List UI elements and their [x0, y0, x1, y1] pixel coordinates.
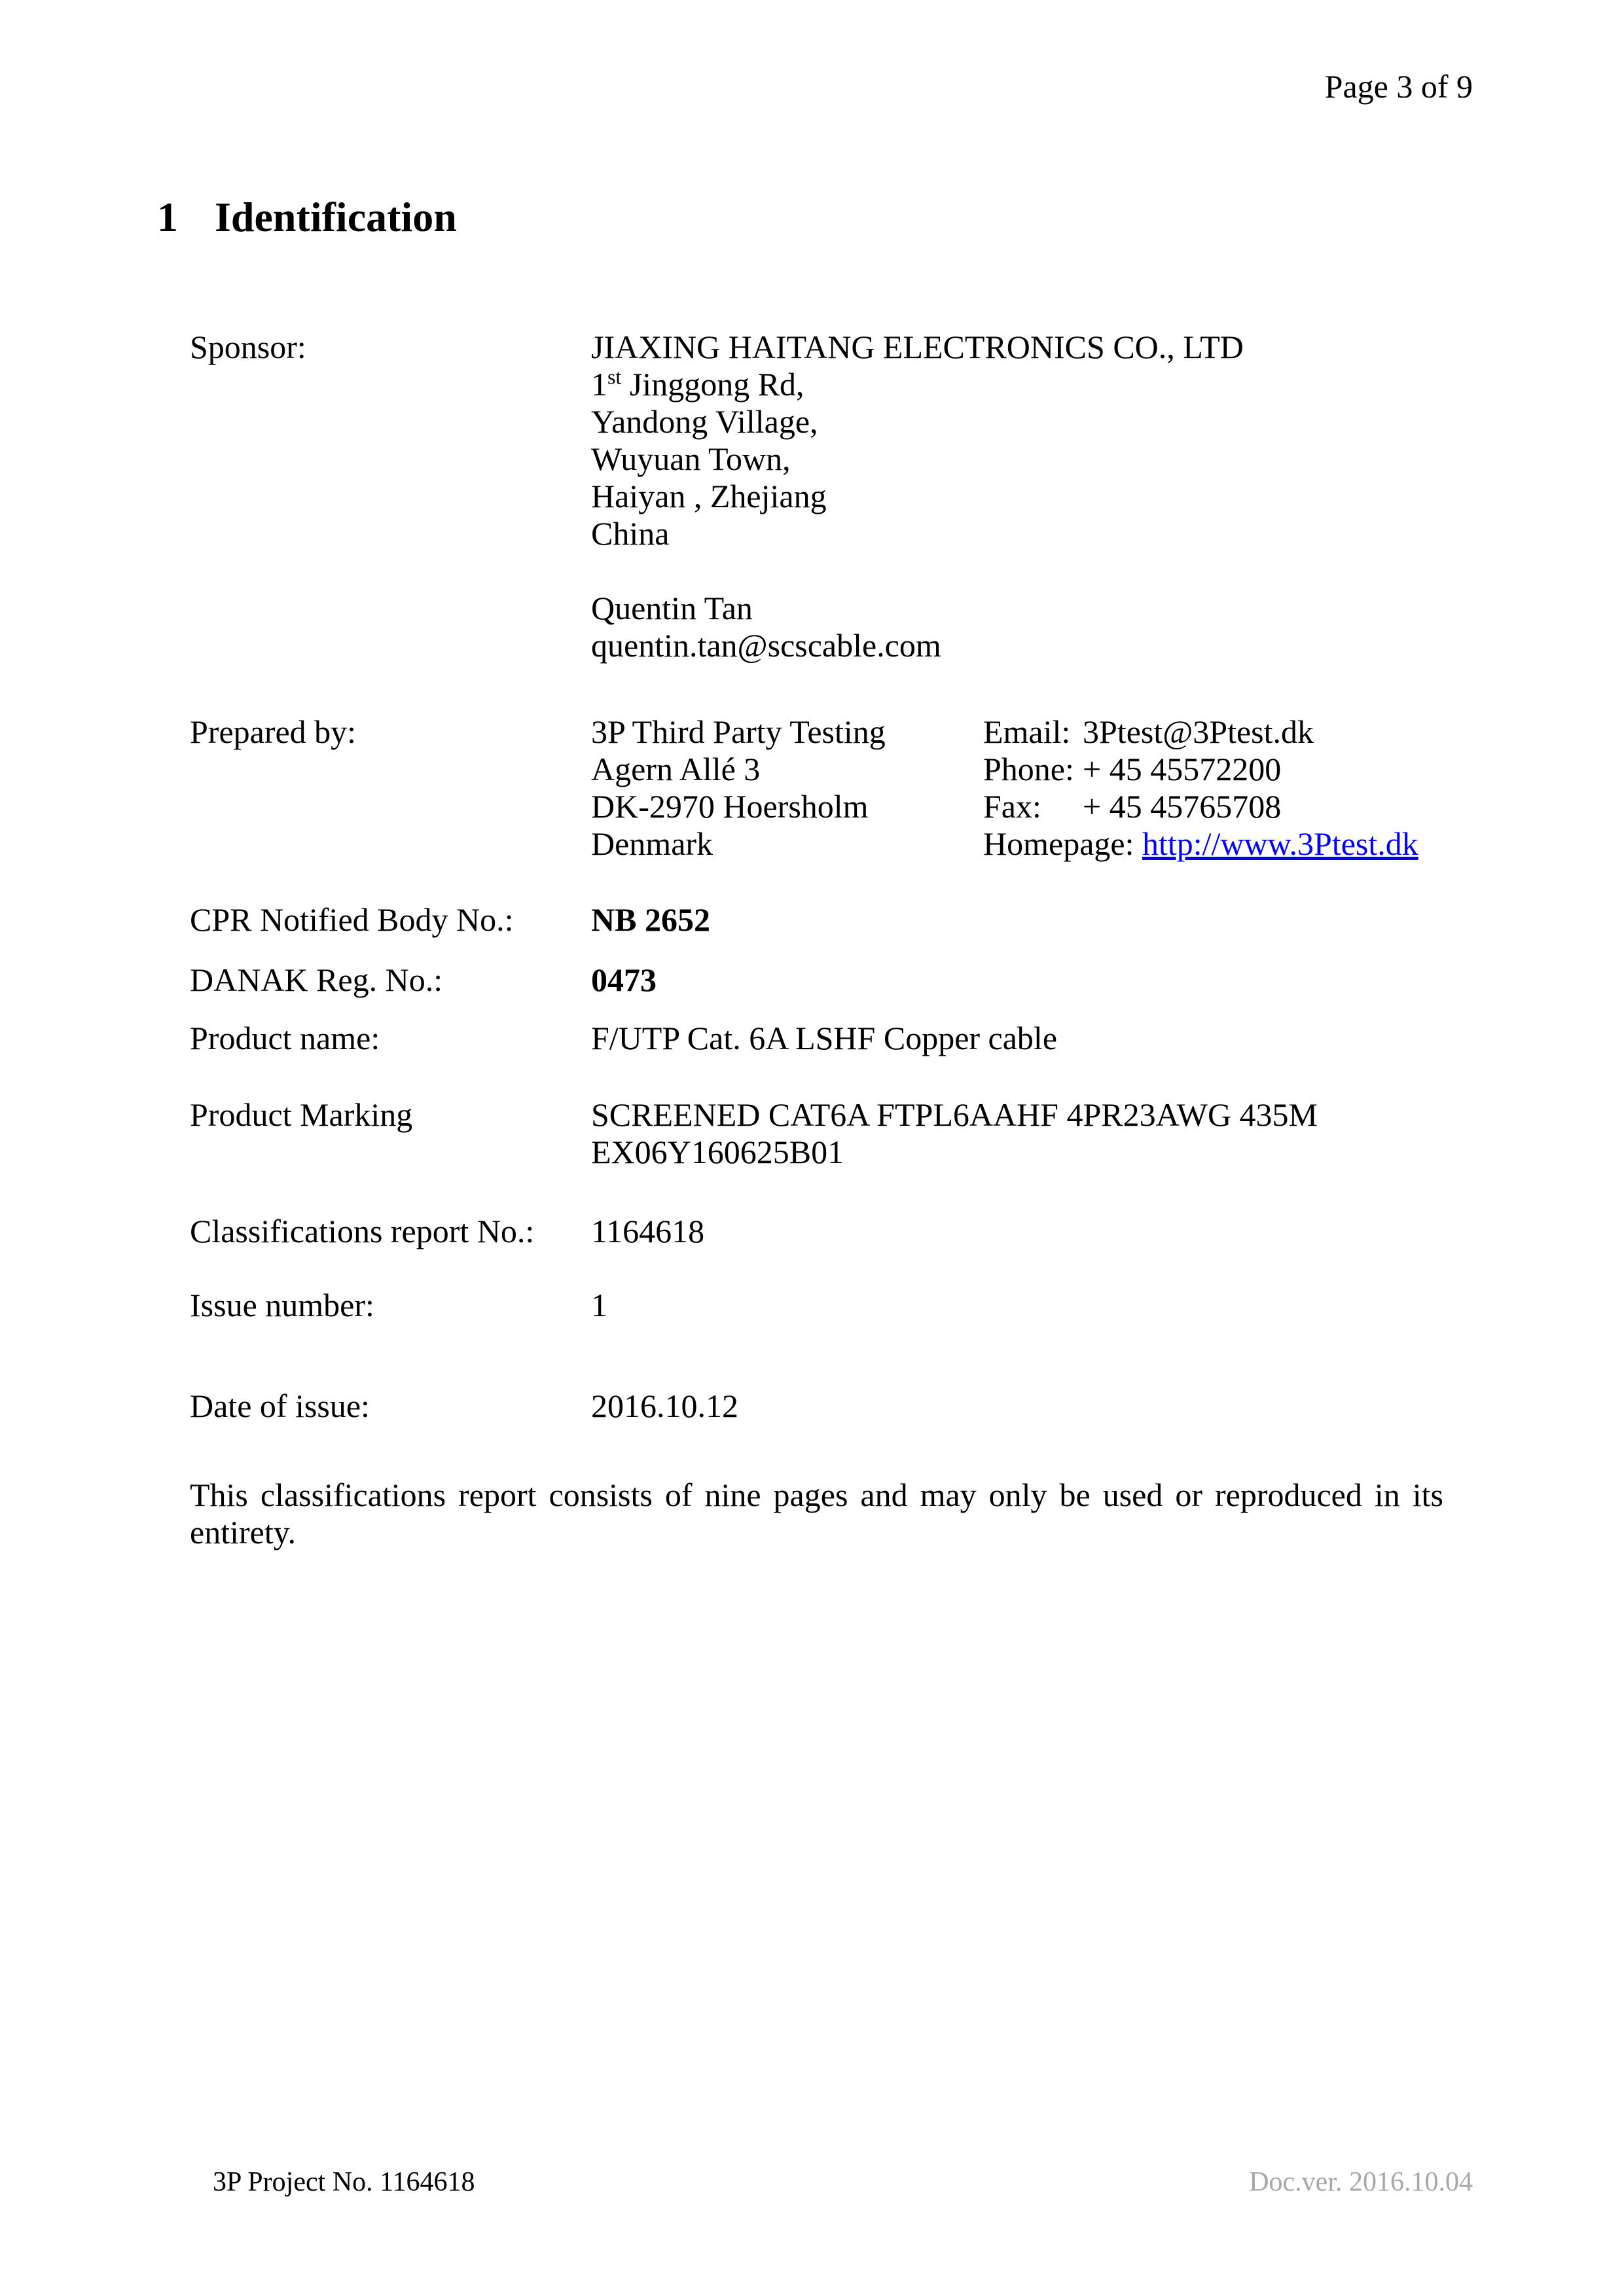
date-of-issue-label: Date of issue:: [190, 1388, 370, 1424]
page-number: Page 3 of 9: [1324, 68, 1473, 105]
phone-value: + 45 45572200: [1083, 751, 1282, 787]
prepared-by-org-line-1: 3P Third Party Testing: [591, 713, 886, 750]
email-label: Email:: [983, 713, 1071, 750]
danak-value: 0473: [591, 961, 657, 998]
closing-note: [190, 1477, 1443, 1551]
street-ordinal: st: [607, 365, 622, 389]
section-number: 1: [157, 194, 178, 240]
sponsor-contact-email: quentin.tan@scscable.com: [591, 627, 941, 664]
sponsor-address-line-5: China: [591, 515, 670, 552]
prepared-by-contact: [983, 713, 1418, 863]
prepared-by-org-line-2: Agern Allé 3: [591, 751, 761, 787]
page-footer: [213, 2166, 1473, 2198]
issue-number-value: 1: [591, 1287, 607, 1323]
product-marking-label: Product Marking: [190, 1096, 413, 1133]
section-heading: [157, 194, 457, 241]
product-marking-line-1: SCREENED CAT6A FTPL6AAHF 4PR23AWG 435M: [591, 1096, 1318, 1133]
product-name-value: F/UTP Cat. 6A LSHF Copper cable: [591, 1020, 1058, 1056]
street-number: 1: [591, 366, 607, 403]
section-title: Identification: [215, 194, 457, 240]
homepage-link[interactable]: http://www.3Ptest.dk: [1142, 825, 1418, 862]
phone-label: Phone:: [983, 751, 1074, 787]
date-of-issue-value: 2016.10.12: [591, 1388, 738, 1424]
prepared-by-org: [591, 713, 886, 863]
spacer: [591, 552, 1244, 590]
prepared-by-label: Prepared by:: [190, 713, 357, 750]
contact-fax-row: [983, 788, 1418, 825]
fax-label: Fax:: [983, 788, 1041, 825]
product-marking-line-2: EX06Y160625B01: [591, 1134, 844, 1170]
sponsor-address-line-3: Wuyuan Town,: [591, 440, 791, 477]
product-name-label: Product name:: [190, 1020, 380, 1056]
closing-note-line-2: entirety.: [190, 1514, 296, 1551]
footer-doc-version: Doc.ver. 2016.10.04: [1249, 2167, 1473, 2197]
danak-label: DANAK Reg. No.:: [190, 961, 443, 998]
fax-value: + 45 45765708: [1083, 788, 1282, 825]
sponsor-label: Sponsor:: [190, 329, 306, 365]
closing-note-line-1: This classifications report consists of nine pages and may only be used or reproduced in its: [190, 1477, 1443, 1513]
report-no-label: Classifications report No.:: [190, 1213, 535, 1249]
sponsor-value: [591, 329, 1244, 664]
cpr-label: CPR Notified Body No.:: [190, 901, 514, 938]
sponsor-address-line-1: [591, 366, 1244, 403]
prepared-by-org-line-3: DK-2970 Hoersholm: [591, 788, 869, 825]
issue-number-label: Issue number:: [190, 1287, 374, 1323]
contact-phone-row: [983, 751, 1418, 788]
report-no-value: 1164618: [591, 1213, 705, 1249]
contact-homepage-row: [983, 825, 1418, 863]
prepared-by-org-line-4: Denmark: [591, 825, 713, 862]
sponsor-company: JIAXING HAITANG ELECTRONICS CO., LTD: [591, 329, 1244, 365]
sponsor-contact-name: Quentin Tan: [591, 590, 753, 626]
sponsor-address-line-2: Yandong Village,: [591, 403, 818, 440]
cpr-value: NB 2652: [591, 901, 710, 938]
homepage-label: Homepage:: [983, 825, 1134, 862]
sponsor-address-line-4: Haiyan , Zhejiang: [591, 478, 827, 514]
footer-project-number: 3P Project No. 1164618: [213, 2167, 475, 2197]
street-rest: Jinggong Rd,: [621, 366, 804, 403]
email-value: 3Ptest@3Ptest.dk: [1083, 713, 1314, 750]
product-marking-value: [591, 1096, 1318, 1171]
contact-email-row: [983, 713, 1418, 751]
